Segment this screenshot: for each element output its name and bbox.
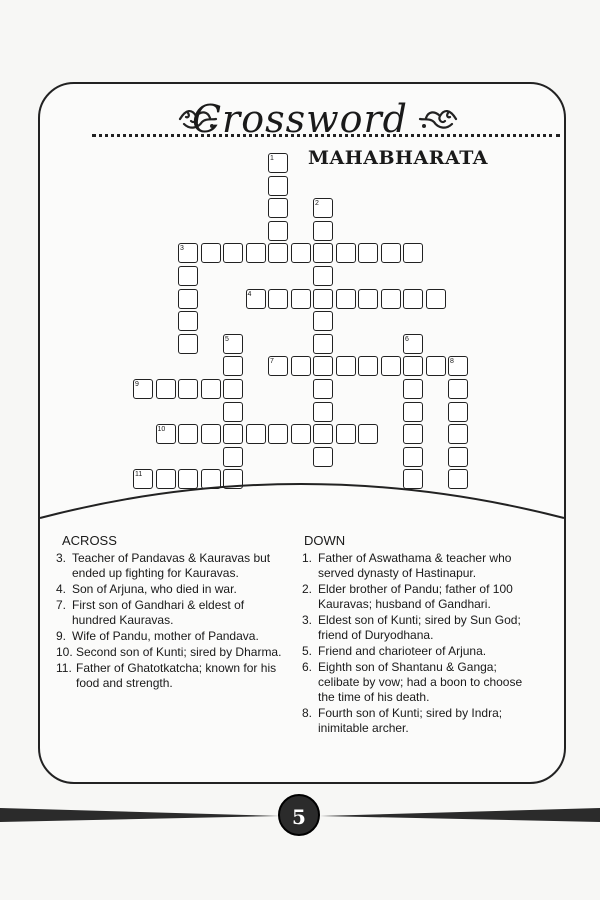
clue-text: Teacher of Pandavas & Kauravas but ended up fighting for Kauravas.	[72, 551, 271, 580]
clue-number: 7	[270, 358, 274, 366]
clue-text: Father of Ghatotkatcha; known for his food and strength.	[76, 661, 277, 690]
across-heading: ACROSS	[62, 533, 117, 548]
clue-number: 10	[157, 426, 166, 434]
clue-text: Father of Aswathama & teacher who served dynasty of Hastinapur.	[318, 551, 512, 580]
puzzle-subtitle: MAHABHARATA	[308, 147, 489, 169]
clue-number: 11	[135, 471, 143, 479]
clue-number-label: 7.	[56, 598, 67, 612]
clue-text: Friend and charioteer of Arjuna.	[318, 644, 487, 658]
clue-number-label: 3.	[56, 551, 67, 565]
clue-number-label: 8.	[302, 706, 313, 720]
clue-number: 1	[270, 155, 274, 162]
clue-number: 6	[405, 335, 409, 343]
clue-number-label: 11.	[56, 661, 72, 675]
clue-text: First son of Gandhari & eldest of hundred Kauravas.	[72, 598, 245, 627]
clue-text: Fourth son of Kunti; sired by Indra; inimitable archer.	[318, 706, 503, 735]
clue-text: Son of Arjuna, who died in war.	[72, 582, 237, 596]
clue-text: Elder brother of Pandu; father of 100 Kauravas; husband of Gandhari.	[318, 582, 513, 611]
clue-number-label: 9.	[56, 629, 67, 643]
clue-number: 5	[225, 335, 229, 343]
clue-text: Eighth son of Shantanu & Ganga; celibate by vow; had a boon to choose the time of his death.	[318, 660, 523, 704]
clue-number-label: 2.	[302, 582, 313, 596]
clue-number: 4	[247, 290, 252, 298]
clue-number-label: 4.	[56, 582, 67, 596]
clue-number-label: 6.	[302, 660, 313, 674]
clue-text: Wife of Pandu, mother of Pandava.	[72, 629, 259, 643]
clue-number: 9	[135, 381, 139, 388]
clue-number-label: 5.	[302, 644, 313, 658]
clue-text: Second son of Kunti; sired by Dharma.	[76, 645, 282, 659]
clue-number: 3	[180, 245, 184, 253]
clue-number: 8	[450, 358, 454, 366]
page-number: 5	[278, 794, 320, 836]
clue-number-label: 3.	[302, 613, 313, 627]
clue-number-label: 10.	[56, 645, 73, 659]
clue-text: Eldest son of Kunti; sired by Sun God; friend of Duryodhana.	[318, 613, 521, 642]
clue-number: 2	[315, 200, 319, 208]
page-title: Crossword	[191, 97, 408, 141]
down-heading: DOWN	[304, 533, 346, 548]
clue-number-label: 1.	[302, 551, 313, 565]
